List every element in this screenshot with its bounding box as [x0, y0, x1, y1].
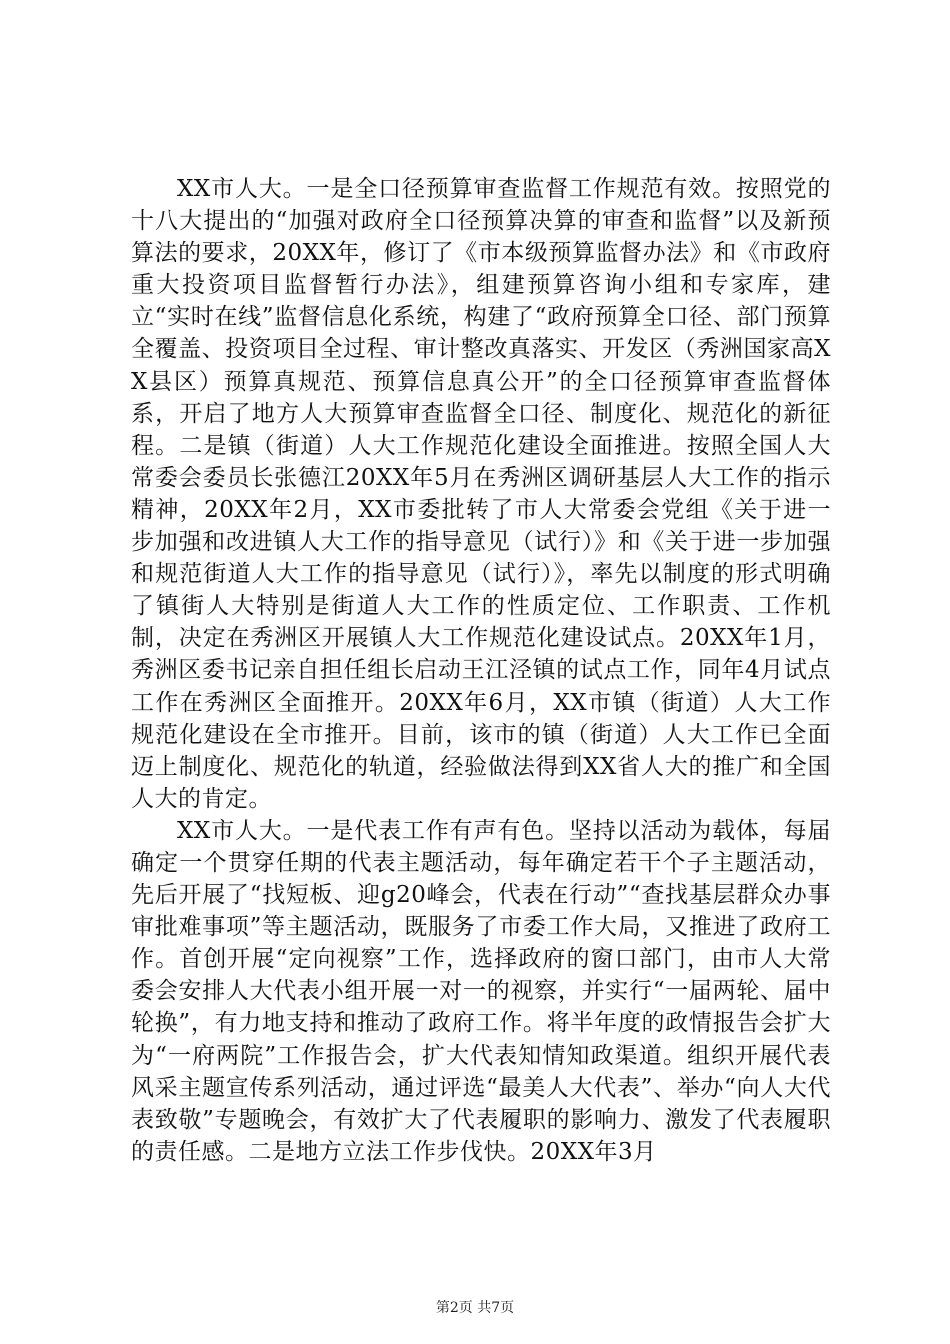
- page-footer: 第2页 共7页: [435, 1300, 515, 1316]
- paragraph-1: XX市人大。一是全口径预算审查监督工作规范有效。按照党的十八大提出的“加强对政府全口径预算决算的审查和监督”以及新预算法的要求，20XX年，修订了《市本级预算监督办法》和《市政府重大投资项目监督暂行办法》，组建预算咨询小组和专家库，建立“实时在线”监督信息化系统，构建了“政府预算全口径、部门预算全覆盖、投资项目全过程、审计整改真落实、开发区（秀洲国家高XX县区）预算真规范、预算信息真公开”的全口径预算审查监督体系，开启了地方人大预算审查监督全口径、制度化、规范化的新征程。二是镇（街道）人大工作规范化建设全面推进。按照全国人大常委会委员长张德江20XX年5月在秀洲区调研基层人大工作的指示精神，20XX年2月，XX市委批转了市人大常委会党组《关于进一步加强和改进镇人大工作的指导意见（试行）》和《关于进一步加强和规范街道人大工作的指导意见（试行）》，率先以制度的形式明确了镇街人大特别是街道人大工作的性质定位、工作职责、工作机制，决定在秀洲区开展镇人大工作规范化建设试点。20XX年1月，秀洲区委书记亲自担任组长启动王江泾镇的试点工作，同年4月试点工作在秀洲区全面推开。20XX年6月，XX市镇（街道）人大工作规范化建设在全市推开。目前，该市的镇（街道）人大工作已全面迈上制度化、规范化的轨道，经验做法得到XX省人大的推广和全国人大的肯定。: [131, 176, 831, 812]
- document-body: [131, 173, 831, 1168]
- paragraph-2: XX市人大。一是代表工作有声有色。坚持以活动为载体，每届确定一个贯穿任期的代表主题活动，每年确定若干个子主题活动，先后开展了“找短板、迎g20峰会，代表在行动”“查找基层群众办事审批难事项”等主题活动，既服务了市委工作大局，又推进了政府工作。首创开展“定向视察”工作，选择政府的窗口部门，由市人大常委会安排人大代表小组开展一对一的视察，并实行“一届两轮、届中轮换”，有力地支持和推动了政府工作。将半年度的政情报告会扩大为“一府两院”工作报告会，扩大代表知情知政渠道。组织开展代表风采主题宣传系列活动，通过评选“最美人大代表”、举办“向人大代表致敬”专题晚会，有效扩大了代表履职的影响力、激发了代表履职的责任感。二是地方立法工作步伐快。20XX年3月: [131, 817, 831, 1165]
